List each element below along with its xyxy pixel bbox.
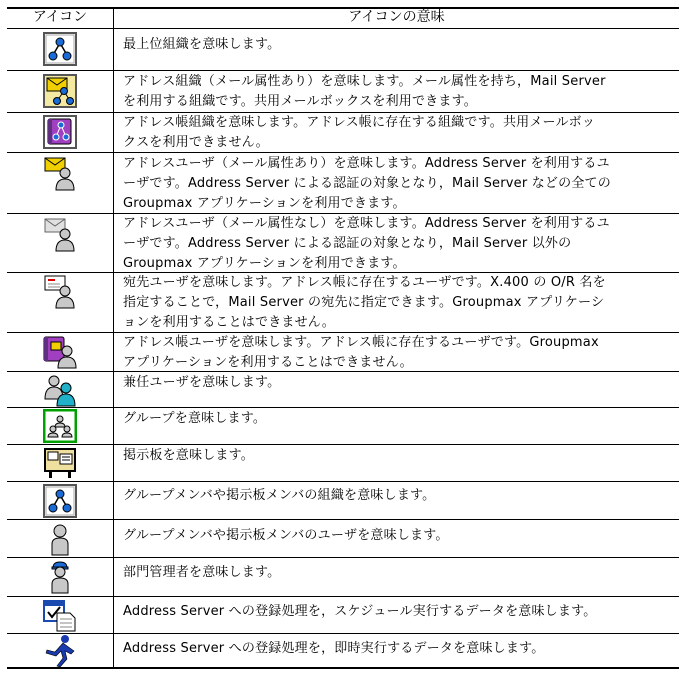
mail-organization-icon xyxy=(43,74,77,108)
row-description: アドレス帳組織を意味します。アドレス帳に存在する組織です。共用メールボッ クスを利用できません。 xyxy=(123,115,596,150)
immediate-data-icon xyxy=(43,634,77,668)
table-row xyxy=(7,558,679,597)
table-row xyxy=(7,153,679,214)
table-row xyxy=(7,29,679,71)
row-description: Address Server への登録処理を，即時実行するデータを意味します。 xyxy=(123,641,545,656)
member-user-icon xyxy=(43,522,77,556)
table-row xyxy=(7,482,679,520)
row-description: アドレスユーザ（メール属性あり）を意味します。Address Server を利用するユ ーザです。Address Server による認証の対象となり，Mail Server などの全ての Groupmax アプリケーションを利用できます。 xyxy=(123,156,611,211)
row-description: グループメンバや掲示板メンバの組織を意味します。 xyxy=(123,488,436,503)
mail-user-icon xyxy=(43,157,77,191)
table-row xyxy=(7,71,679,113)
department-manager-icon xyxy=(43,560,77,594)
table-row xyxy=(7,372,679,408)
group-icon xyxy=(43,409,77,443)
row-description: Address Server への登録処理を，スケジュール実行するデータを意味します。 xyxy=(123,604,597,619)
table-row xyxy=(7,445,679,482)
table-row xyxy=(7,113,679,153)
row-description: アドレス帳ユーザを意味します。アドレス帳に存在するユーザです。Groupmax アプリケーションを利用することはできません。 xyxy=(123,335,599,370)
table-row xyxy=(7,634,679,669)
no-mail-user-icon xyxy=(43,218,77,252)
bulletin-board-icon xyxy=(43,446,77,480)
row-description: グループメンバや掲示板メンバのユーザを意味します。 xyxy=(123,528,449,543)
row-description: 部門管理者を意味します。 xyxy=(123,565,281,580)
header-icon-column: アイコン xyxy=(32,9,88,25)
table-row xyxy=(7,520,679,558)
concurrent-user-icon xyxy=(43,373,77,407)
row-description: 最上位組織を意味します。 xyxy=(123,37,281,52)
table-bottom-border xyxy=(7,667,679,669)
table-row xyxy=(7,273,679,333)
organization-icon xyxy=(43,32,77,66)
table-row xyxy=(7,408,679,445)
member-organization-icon xyxy=(43,484,77,518)
table-row xyxy=(7,214,679,273)
scheduled-data-icon xyxy=(43,598,77,632)
row-description: グループを意味します。 xyxy=(123,411,267,426)
header-meaning-column: アイコンの意味 xyxy=(348,9,445,25)
table-row xyxy=(7,597,679,634)
row-description: 宛先ユーザを意味します。アドレス帳に存在するユーザです。X.400 の O/R 名を 指定することで，Mail Server の宛先に指定できます。Groupmax アプリケーシ ョンを利用することはできません。 xyxy=(123,275,606,330)
row-description: アドレス組織（メール属性あり）を意味します。メール属性を持ち，Mail Server を利用する組織です。共用メールボックスを利用できます。 xyxy=(123,74,606,109)
row-description: アドレスユーザ（メール属性なし）を意味します。Address Server を利用するユ ーザです。Address Server による認証の対象となり，Mail Server 以外の Groupmax アプリケーションを利用できます。 xyxy=(123,216,610,271)
address-book-user-icon xyxy=(43,335,77,369)
icon-table xyxy=(7,7,679,669)
row-description: 兼任ユーザを意味します。 xyxy=(123,375,281,390)
table-row xyxy=(7,333,679,372)
recipient-user-icon xyxy=(43,275,77,309)
address-book-organization-icon xyxy=(43,115,77,149)
table-header xyxy=(7,7,679,29)
row-description: 掲示板を意味します。 xyxy=(123,448,254,463)
